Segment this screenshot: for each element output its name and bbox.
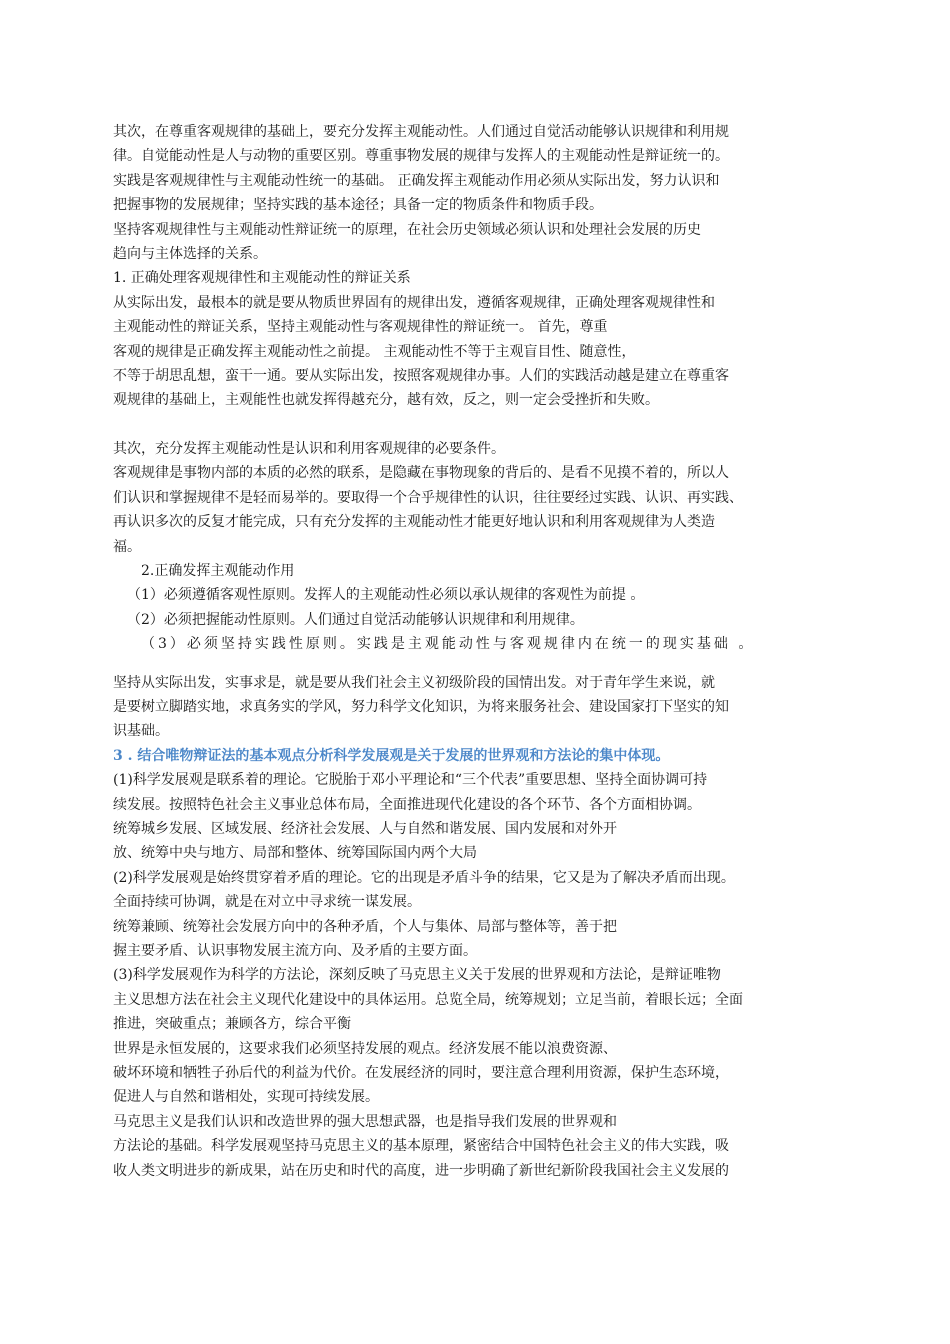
text-line: 坚持客观规律性与主观能动性辩证统一的原理，在社会历史领域必须认识和处理社会发展的历史 (113, 221, 701, 238)
text-line: 收人类文明进步的新成果，站在历史和时代的高度，进一步明确了新世纪新阶段我国社会主义发展的 (113, 1162, 729, 1179)
section-heading-2: 2.正确发挥主观能动作用 (141, 562, 295, 579)
text-line: 是要树立脚踏实地，求真务实的学风，努力科学文化知识，为将来服务社会、建设国家打下坚实的知 (113, 698, 729, 715)
text-line: 破坏环境和牺牲子孙后代的利益为代价。在发展经济的同时，要注意合理利用资源，保护生态环境， (113, 1065, 729, 1082)
text-line: 世界是永恒发展的，这要求我们必须坚持发展的观点。经济发展不能以浪费资源、 (113, 1040, 617, 1057)
text-line: 不等于胡思乱想，蛮干一通。要从实际出发，按照客观规律办事。人们的实践活动越是建立在尊重客 (113, 368, 729, 385)
text-line: 福。 (113, 538, 141, 555)
text-line: 把握事物的发展规律；坚持实践的基本途径；具备一定的物质条件和物质手段。 (113, 197, 603, 214)
text-line: 主义思想方法在社会主义现代化建设中的具体运用。总览全局，统筹规划；立足当前，着眼长远；全面 (113, 991, 743, 1008)
text-line: 观规律的基础上，主观能性也就发挥得越充分，越有效，反之，则一定会受挫折和失败。 (113, 392, 659, 409)
text-line: 识基础。 (113, 723, 169, 740)
text-line: (1)科学发展观是联系着的理论。它脱胎于邓小平理论和“三个代表”重要思想、坚持全面协调可持 (113, 772, 708, 789)
text-line: 马克思主义是我们认识和改造世界的强大思想武器，也是指导我们发展的世界观和 (113, 1113, 617, 1130)
list-item: （2）必须把握能动性原则。人们通过自觉活动能够认识规律和利用规律。 (127, 611, 584, 628)
list-item: （1）必须遵循客观性原则。发挥人的主观能动性必须以承认规律的客观性为前提 。 (127, 587, 645, 604)
text-line: 统筹兼顾、统筹社会发展方向中的各种矛盾，个人与集体、局部与整体等，善于把 (113, 918, 617, 935)
text-line: 从实际出发，最根本的就是要从物质世界固有的规律出发，遵循客观规律，正确处理客观规律性和 (113, 294, 715, 311)
text-line: 其次，充分发挥主观能动性是认识和利用客观规律的必要条件。 (113, 440, 505, 457)
text-line: 统筹城乡发展、区域发展、经济社会发展、人与自然和谐发展、国内发展和对外开 (113, 820, 617, 837)
text-line: 律。自觉能动性是人与动物的重要区别。尊重事物发展的规律与发挥人的主观能动性是辩证统一的。 (113, 148, 729, 165)
text-line: 全面持续可协调，就是在对立中寻求统一谋发展。 (113, 894, 421, 911)
text-line: 握主要矛盾、认识事物发展主流方向、及矛盾的主要方面。 (113, 943, 477, 959)
text-line: 再认识多次的反复才能完成，只有充分发挥的主观能动性才能更好地认识和利用客观规律为人类造 (113, 514, 715, 531)
list-item: （3）必须坚持实践性原则。实践是主观能动性与客观规律内在统一的现实基础 。 (141, 636, 756, 653)
text-line: 们认识和掌握规律不是轻而易举的。要取得一个合乎规律性的认识，往往要经过实践、认识、再实践、 (113, 489, 743, 506)
text-line: 续发展。按照特色社会主义事业总体布局，全面推进现代化建设的各个环节、各个方面相协调。 (113, 796, 701, 813)
text-line: 趋向与主体选择的关系。 (113, 246, 267, 263)
text-line: (2)科学发展观是始终贯穿着矛盾的理论。它的出现是矛盾斗争的结果，它又是为了解决矛盾而出现。 (113, 869, 735, 886)
paragraph-gap (113, 413, 841, 437)
text-line: 坚持从实际出发，实事求是，就是要从我们社会主义初级阶段的国情出发。对于青年学生来说，就 (113, 674, 715, 691)
text-line: 放、统筹中央与地方、局部和整体、统筹国际国内两个大局 (113, 845, 477, 862)
text-line: 推进，突破重点；兼顾各方，综合平衡 (113, 1016, 351, 1033)
document-body (113, 120, 841, 1183)
text-line: 实践是客观规律性与主观能动性统一的基础。 正确发挥主观能动作用必须从实际出发，努力认识和 (113, 172, 720, 189)
paragraph-gap (113, 657, 841, 671)
section-heading-3: 3 . 结合唯物辩证法的基本观点分析科学发展观是关于发展的世界观和方法论的集中体现。 (113, 747, 670, 764)
section-heading-1: 1. 正确处理客观规律性和主观能动性的辩证关系 (113, 270, 411, 287)
text-line: 其次，在尊重客观规律的基础上，要充分发挥主观能动性。人们通过自觉活动能够认识规律和利用规 (113, 124, 729, 140)
text-line: 主观能动性的辩证关系，坚持主观能动性与客观规律性的辩证统一。 首先，尊重 (113, 319, 608, 336)
text-line: 客观的规律是正确发挥主观能动性之前提。 主观能动性不等于主观盲目性、随意性， (113, 343, 636, 360)
text-line: 客观规律是事物内部的本质的必然的联系，是隐藏在事物现象的背后的、是看不见摸不着的，所以人 (113, 465, 729, 482)
text-line: (3)科学发展观作为科学的方法论，深刻反映了马克思主义关于发展的世界观和方法论，是辩证唯物 (113, 967, 721, 984)
text-line: 促进人与自然和谐相处，实现可持续发展。 (113, 1089, 379, 1106)
text-line: 方法论的基础。科学发展观坚持马克思主义的基本原理，紧密结合中国特色社会主义的伟大实践，吸 (113, 1138, 729, 1155)
